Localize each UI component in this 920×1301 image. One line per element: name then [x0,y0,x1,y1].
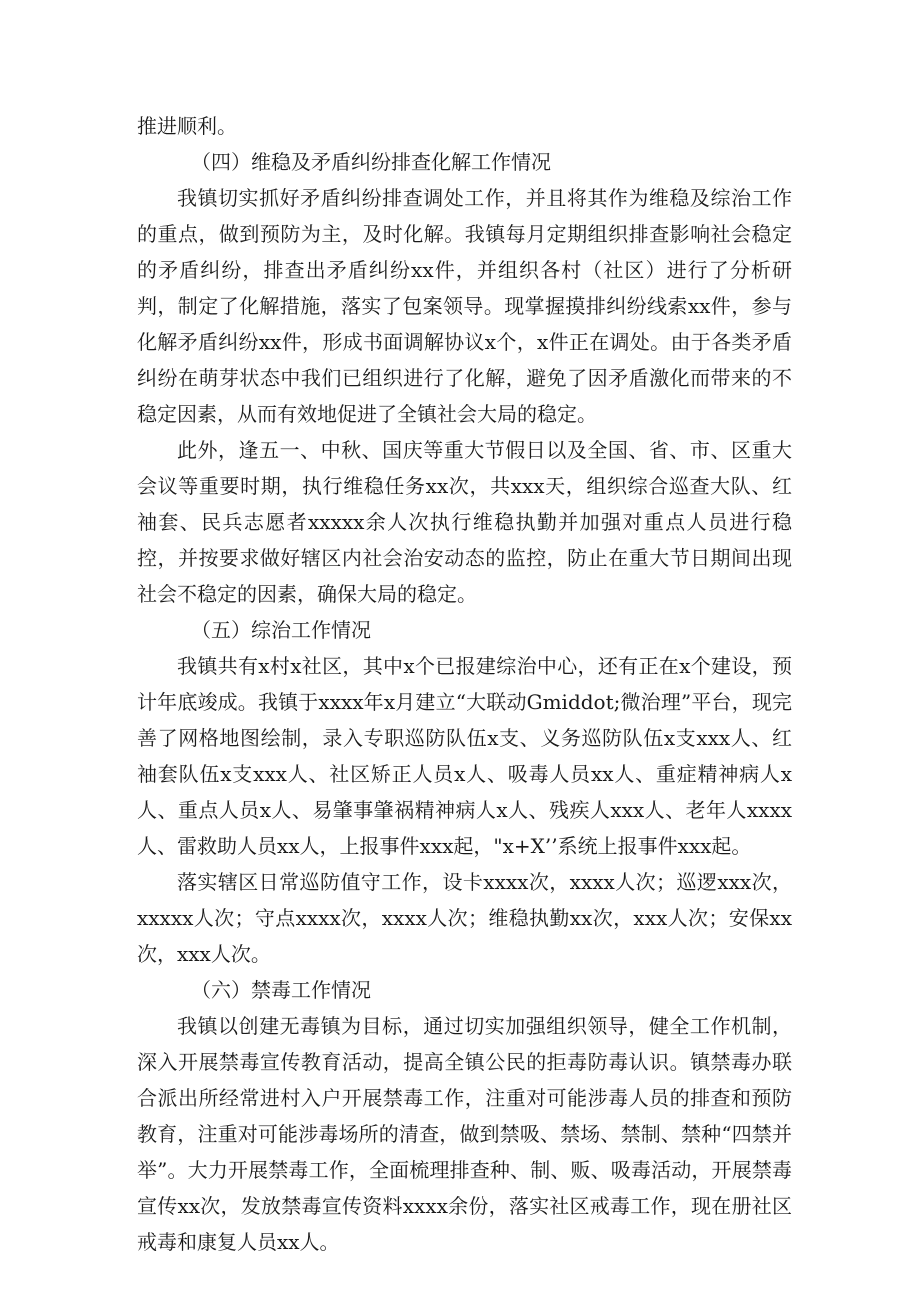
section-4-paragraph-2: 此外，逢五一、中秋、国庆等重大节假日以及全国、省、市、区重大会议等重要时期，执行维稳任务xx次，共xxx天，组织综合巡查大队、红袖套、民兵志愿者xxxxx余人次执行维稳执勤并加强对重点人员进行稳控，并按要求做好辖区内社会治安动态的监控，防止在重大节日期间出现社会不稳定的因素，确保大局的稳定。 [137,438,792,606]
section-4-heading: （四）维稳及矛盾纠纷排查化解工作情况 [191,150,551,174]
section-4-paragraph-1: 我镇切实抓好矛盾纠纷排查调处工作，并且将其作为维稳及综治工作的重点，做到预防为主，及时化解。我镇每月定期组织排查影响社会稳定的矛盾纠纷，排查出矛盾纠纷xx件，并组织各村（社区）进行了分析研判，制定了化解措施，落实了包案领导。现掌握摸排纠纷线索xx件，参与化解矛盾纠纷xx件，形成书面调解协议x个，x件正在调处。由于各类矛盾纠纷在萌芽状态中我们已组织进行了化解，避免了因矛盾激化而带来的不稳定因素，从而有效地促进了全镇社会大局的稳定。 [137,186,792,426]
section-5-paragraph-1: 我镇共有x村x社区，其中x个已报建综治中心，还有正在x个建设，预计年底竣成。我镇于xxxx年x月建立“大联动Gmiddot;微治理”平台，现完善了网格地图绘制，录入专职巡防队伍x支、义务巡防队伍x支xxx人、红袖套队伍x支xxx人、社区矫正人员x人、吸毒人员xx人、重症精神病人x人、重点人员x人、易肇事肇祸精神病人x人、残疾人xxx人、老年人xxxx人、雷救助人员xx人，上报事件xxx起，"x+X’’系统上报事件xxx起。 [137,654,792,858]
section-6-paragraph-1: 我镇以创建无毒镇为目标，通过切实加强组织领导，健全工作机制，深入开展禁毒宣传教育活动，提高全镇公民的拒毒防毒认识。镇禁毒办联合派出所经常进村入户开展禁毒工作，注重对可能涉毒人员的排查和预防教育，注重对可能涉毒场所的清查，做到禁吸、禁场、禁制、禁种“四禁并举”。大力开展禁毒工作，全面梳理排查种、制、贩、吸毒活动，开展禁毒宣传xx次，发放禁毒宣传资料xxxx余份，落实社区戒毒工作，现在册社区戒毒和康复人员xx人。 [137,1014,792,1254]
section-5-paragraph-2: 落实辖区日常巡防值守工作，设卡xxxx次，xxxx人次；巡逻xxx次，xxxxx人次；守点xxxx次，xxxx人次；维稳执勤xx次，xxx人次；安保xx次，xxx人次。 [137,870,792,966]
section-6-heading: （六）禁毒工作情况 [191,978,371,1002]
continuation-text: 推进顺利。 [137,114,237,138]
document-body [137,108,792,1260]
section-5-heading: （五）综治工作情况 [191,618,371,642]
